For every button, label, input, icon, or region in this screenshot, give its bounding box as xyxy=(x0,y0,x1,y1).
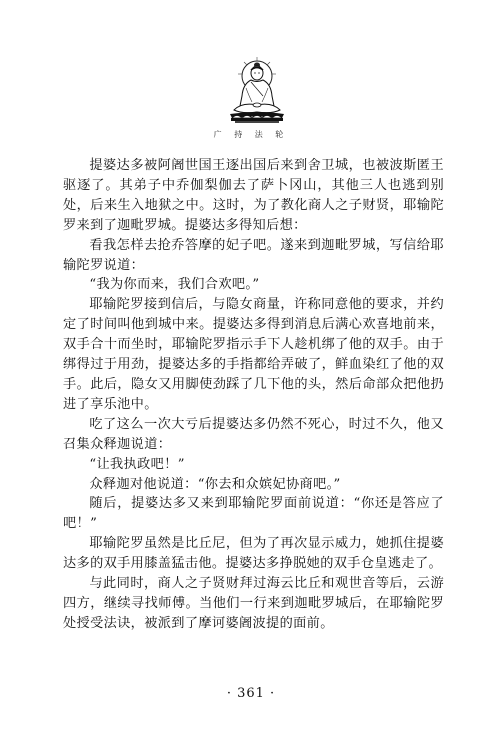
seated-buddha-emblem-icon xyxy=(222,52,292,124)
paragraph: 看我怎样去抢乔答摩的妃子吧。遂来到迦毗罗城，写信给耶输陀罗说道： xyxy=(63,237,444,273)
body-text xyxy=(63,156,444,634)
paragraph: “让我执政吧！” xyxy=(89,456,185,472)
paragraph: 与此同时，商人之子贤财拜过海云比丘和观世音等后，云游四方，继续寻找师傅。当他们一行来到迦毗罗城后，在耶输陀罗处授受法诀，被派到了摩诃婆阇波提的面前。 xyxy=(63,576,444,631)
paragraph: 吃了这么一次大亏后提婆达多仍然不死心，时过不久，他又召集众释迦说道： xyxy=(63,416,444,452)
paragraph: 耶输陀罗虽然是比丘尼，但为了再次显示威力，她抓住提婆达多的双手用膝盖猛击他。提婆达多挣脱她的双手仓皇逃走了。 xyxy=(63,536,444,572)
emblem-caption: 广 持 法 轮 xyxy=(213,130,289,139)
paragraph: 耶输陀罗接到信后，与隐女商量，许称同意他的要求，并约定了时间叫他到城中来。提婆达多得到消息后满心欢喜地前来，双手合十而坐时，耶输陀罗指示手下人趁机绑了他的双手。由于绑得过于用劲，提婆达多的手指都给弄破了，鲜血染红了他的双手。此后，隐女又用脚使劲踩了几下他的头，然后命部众把他扔进了享乐池中。 xyxy=(63,297,444,412)
paragraph: “我为你而来，我们合欢吧。” xyxy=(89,277,260,293)
paragraph: 随后，提婆达多又来到耶输陀罗面前说道：“你还是答应了吧！” xyxy=(63,496,444,532)
paragraph: 提婆达多被阿阇世国王逐出国后来到舍卫城，也被波斯匿王驱逐了。其弟子中乔伽梨伽去了萨卜冈山，其他三人也逃到别处，后来生入地狱之中。这时，为了教化商人之子财贤，耶输陀罗来到了迦毗罗城。提婆达多得知后想： xyxy=(63,158,444,233)
page-number: · 361 · xyxy=(226,686,276,701)
paragraph: 众释迦对他说道：“你去和众嫔妃协商吧。” xyxy=(89,476,341,492)
